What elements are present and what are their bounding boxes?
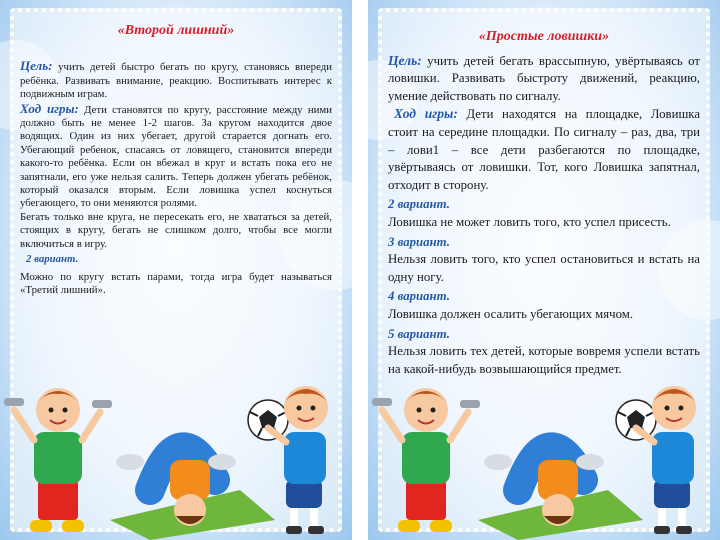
variant-4-label: 4 вариант. [388, 289, 450, 304]
course-text: Дети находятся на площадке, Ловишка стоит на середине площадки. По сигналу – раз, два, три – лови1 – все дети разбегаются по площадке, увёртываясь от ловишки. Тот, кого Ловишка запятнал, отходит в сторону. [388, 107, 700, 192]
variant-4-text: Ловишка должен осалить убегающих мячом. [388, 306, 634, 321]
variant-2-text: Можно по кругу встать парами, тогда игра будет называться «Третий лишний». [20, 270, 332, 296]
variant-3-label: 3 вариант. [388, 234, 450, 249]
kids-illustration [0, 370, 352, 540]
course-text: Дети становятся по кругу, расстояние между ними должно быть не менее 1-2 шагов. За кругом находится двое водящих. Один из них убегает, другой старается догнать его. Убегающий ребенок, спасаясь от ловящего, становится впереди какого-то ребёнка. Если он вбежал в круг и встать пока его не запятнали, его уже нельзя салить. Теперь должен убегать ребёнок, который оказался вторым. Если ловишка успел коснуться убегающего, то они меняются ролями. [20, 103, 332, 210]
soccer-ball-icon [616, 400, 656, 440]
soccer-ball-icon [248, 400, 288, 440]
variant-5-text: Нельзя ловить тех детей, которые вовремя успели встать на какой-нибудь возвышающийся предмет. [388, 344, 700, 376]
goal-text: учить детей быстро бегать по кругу, становясь впереди ребёнка. Развивать внимание, реакцию. Воспитывать интерес к подвижным играм. [20, 61, 332, 101]
goal-text: учить детей бегать врассыпную, увёртываясь от ловишки. Развивать быстроту движений, реакцию, умение действовать по сигналу. [388, 53, 700, 103]
variant-2-text: Ловишка не может ловить того, кто успел присесть. [388, 214, 671, 229]
card-content [388, 28, 700, 378]
course-label: Ход игры: [394, 106, 458, 122]
boy-with-dumbbells [372, 388, 480, 532]
goal-paragraph [388, 52, 700, 106]
course-paragraph [388, 105, 700, 194]
rules-paragraph: Бегать только вне круга, не пересекать его, не хвататься за детей, стоящих в кругу, бегать не слишком долго, чтобы все могли включиться в игру. [20, 210, 332, 250]
variant-3-text: Нельзя ловить того, кто успел остановиться и встать на одну ногу. [388, 252, 700, 284]
card-content [20, 24, 332, 297]
card-title: «Второй лишний» [117, 23, 235, 38]
card-title: «Простые ловишки» [478, 29, 610, 44]
course-paragraph [20, 102, 332, 211]
course-label: Ход игры: [20, 100, 79, 116]
goal-label: Цель: [20, 58, 53, 74]
boy-on-mat [478, 447, 643, 540]
variant-5-label: 5 вариант. [388, 326, 450, 341]
variant-2-label: 2 вариант. [388, 197, 450, 212]
goal-paragraph [20, 59, 332, 101]
variant-2-label: 2 вариант. [26, 253, 79, 266]
goal-label: Цель: [388, 52, 422, 68]
left-card [0, 0, 352, 540]
right-card [368, 0, 720, 540]
boy-with-dumbbells [4, 388, 112, 532]
kids-illustration [368, 370, 720, 540]
boy-on-mat [110, 447, 275, 540]
